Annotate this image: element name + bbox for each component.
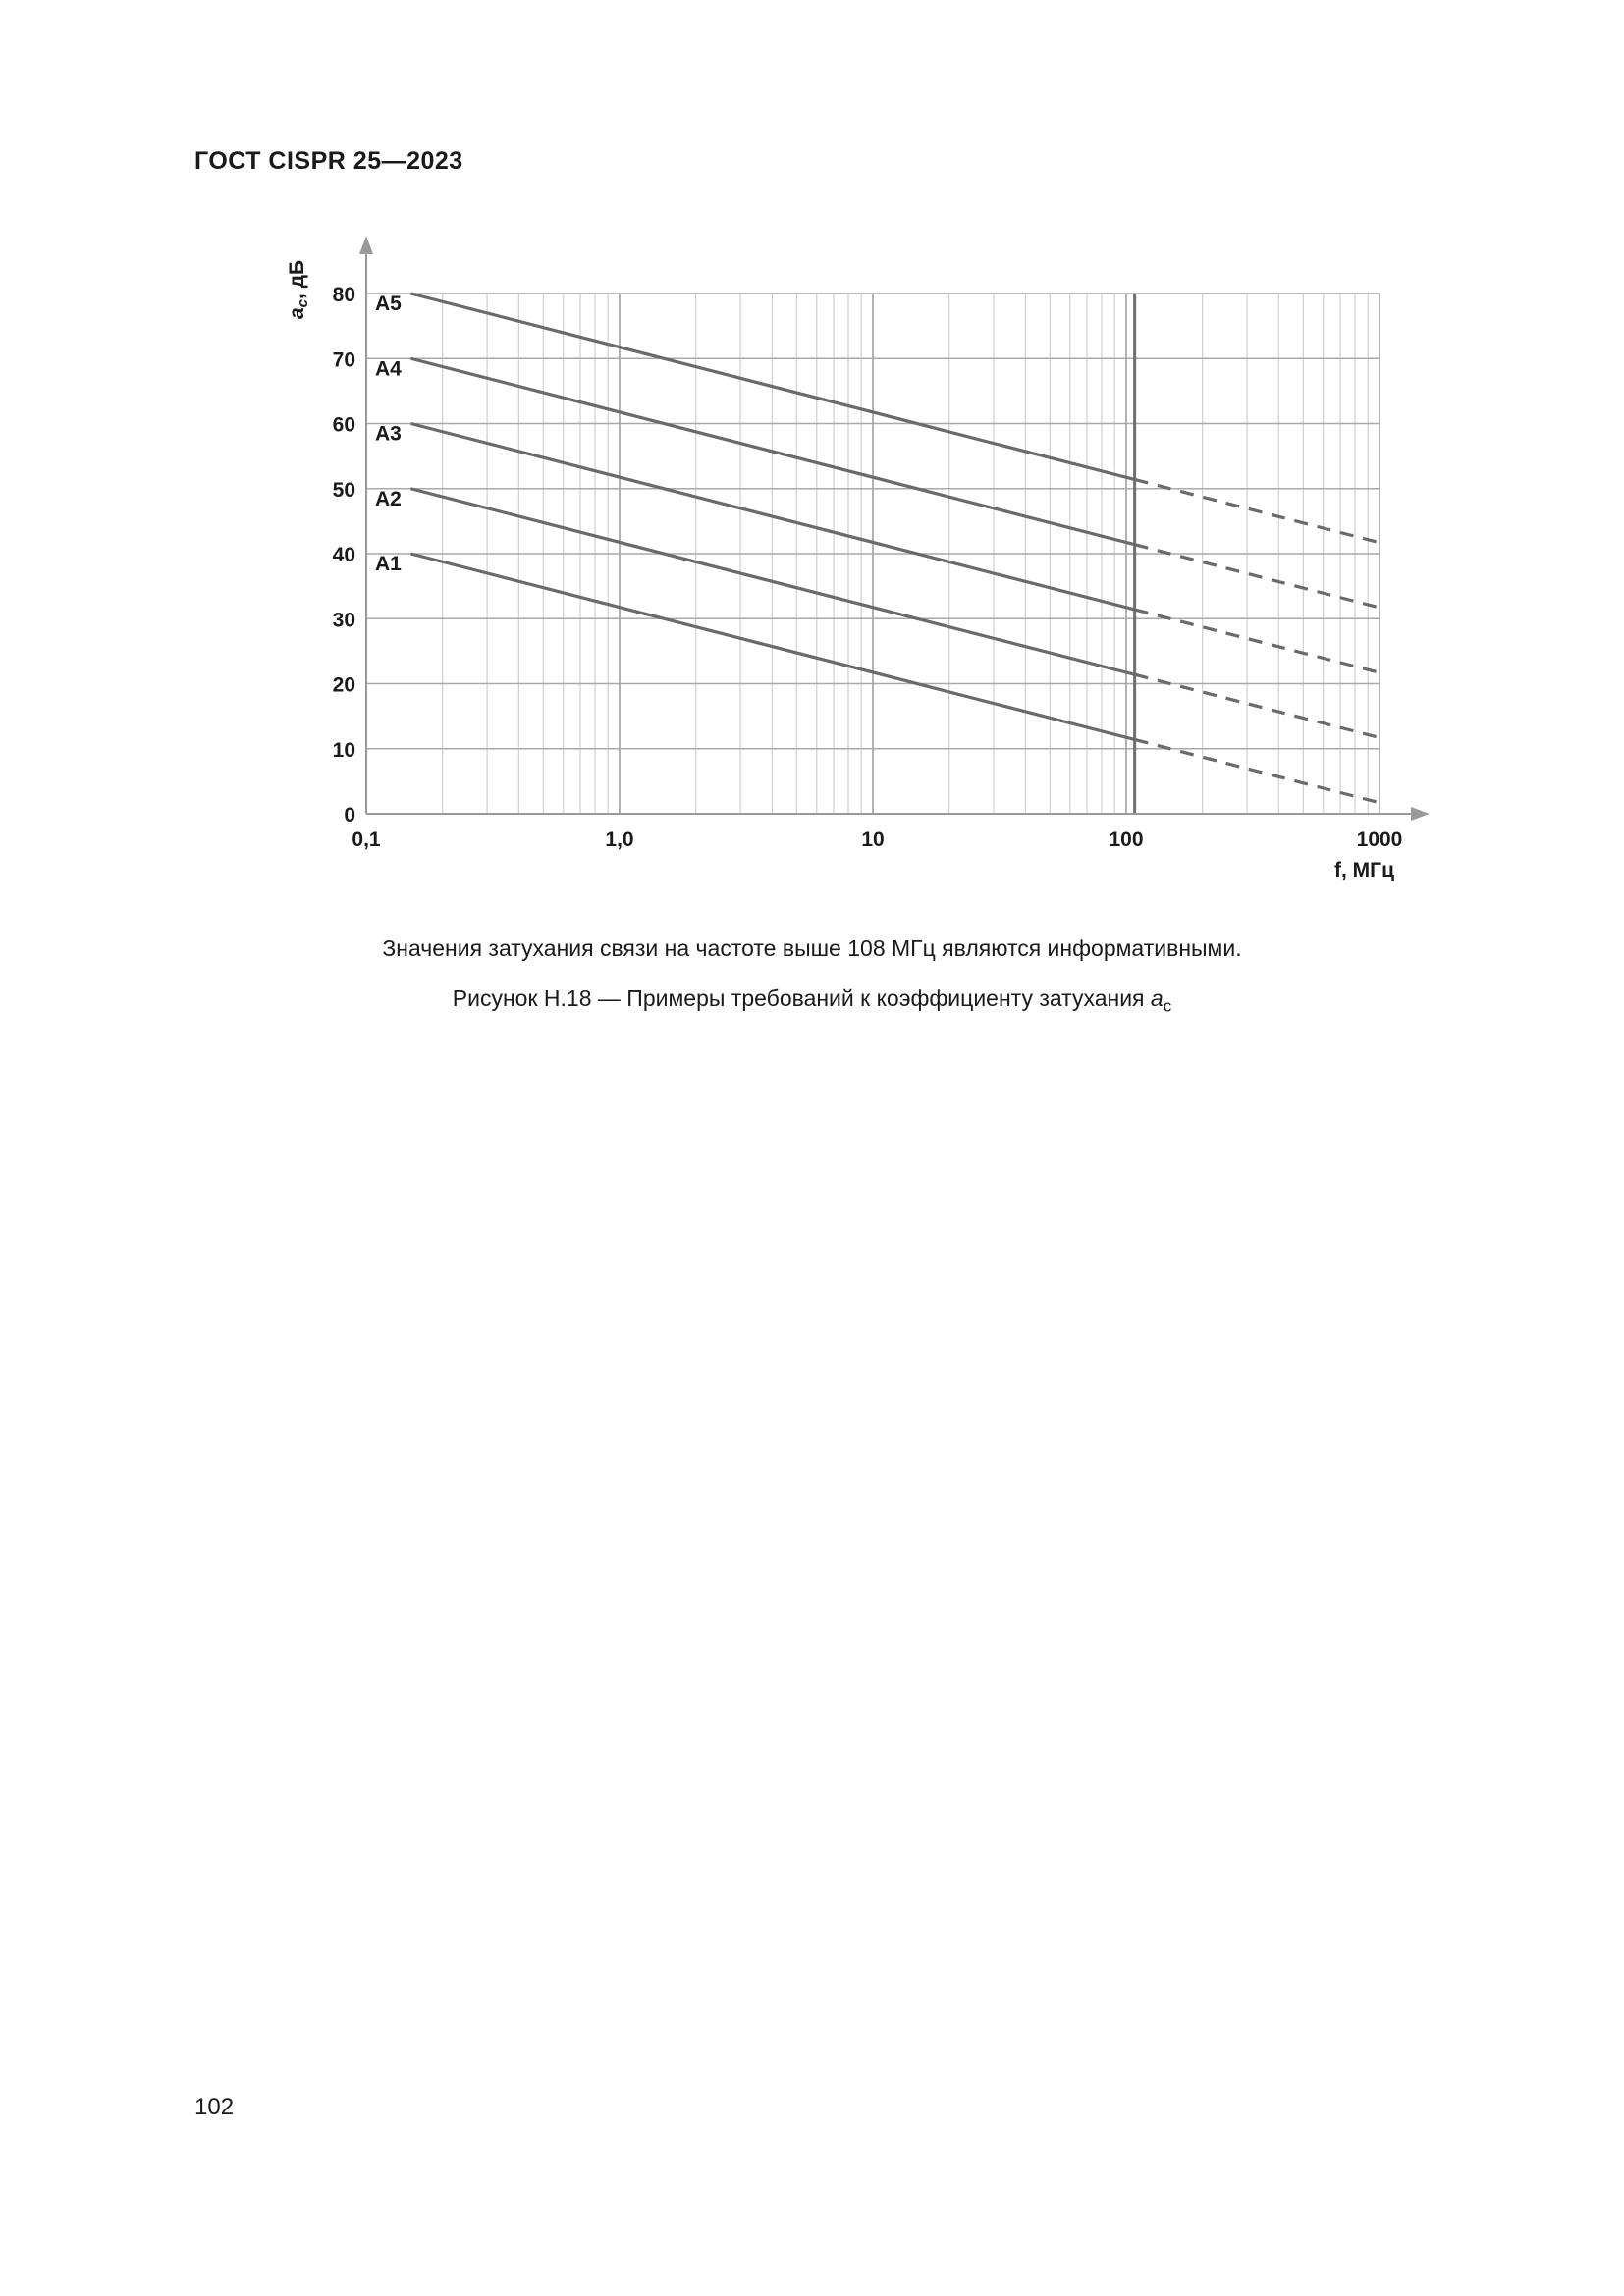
document-header: ГОСТ CISPR 25—2023 bbox=[194, 147, 463, 175]
y-tick-label: 30 bbox=[332, 609, 355, 632]
figure-caption-symbol: a bbox=[1150, 986, 1164, 1011]
y-tick-label: 10 bbox=[332, 738, 355, 762]
y-tick-label: 40 bbox=[332, 544, 355, 566]
y-tick-label: 80 bbox=[332, 284, 355, 306]
x-axis-label: f, МГц bbox=[1334, 859, 1394, 881]
x-tick-label: 1000 bbox=[1356, 828, 1403, 851]
x-tick-label: 0,1 bbox=[352, 828, 381, 851]
attenuation-chart bbox=[0, 0, 1624, 903]
y-tick-label: 60 bbox=[332, 413, 355, 437]
x-axis-arrow bbox=[1411, 807, 1430, 821]
series-label-a2: A2 bbox=[375, 487, 402, 510]
y-tick-label: 20 bbox=[332, 673, 355, 697]
y-axis-label-symbol: a bbox=[286, 307, 308, 319]
y-axis-label-subscript: c bbox=[295, 298, 311, 308]
chart-note: Значения затухания связи на частоте выше 108 МГц являются информативными. bbox=[382, 935, 1242, 961]
y-tick-label: 0 bbox=[344, 804, 355, 827]
y-axis-label-unit: , дБ bbox=[286, 259, 308, 299]
series-label-a1: A1 bbox=[375, 553, 402, 575]
series-label-a3: A3 bbox=[375, 422, 402, 446]
y-tick-label: 50 bbox=[332, 478, 355, 502]
figure-caption-subscript: c bbox=[1163, 996, 1172, 1016]
series-label-a5: A5 bbox=[375, 293, 402, 315]
y-axis-arrow bbox=[359, 236, 373, 254]
x-tick-label: 10 bbox=[861, 828, 885, 851]
figure-caption-text: Рисунок Н.18 — Примеры требований к коэффициенту затухания bbox=[452, 986, 1151, 1011]
series-label-a4: A4 bbox=[375, 357, 402, 381]
page-number: 102 bbox=[194, 2094, 235, 2120]
x-tick-label: 1,0 bbox=[605, 828, 634, 851]
y-tick-label: 70 bbox=[332, 348, 355, 372]
y-axis-label bbox=[286, 260, 311, 319]
x-tick-label: 100 bbox=[1109, 828, 1144, 851]
figure-caption bbox=[0, 986, 1624, 1017]
